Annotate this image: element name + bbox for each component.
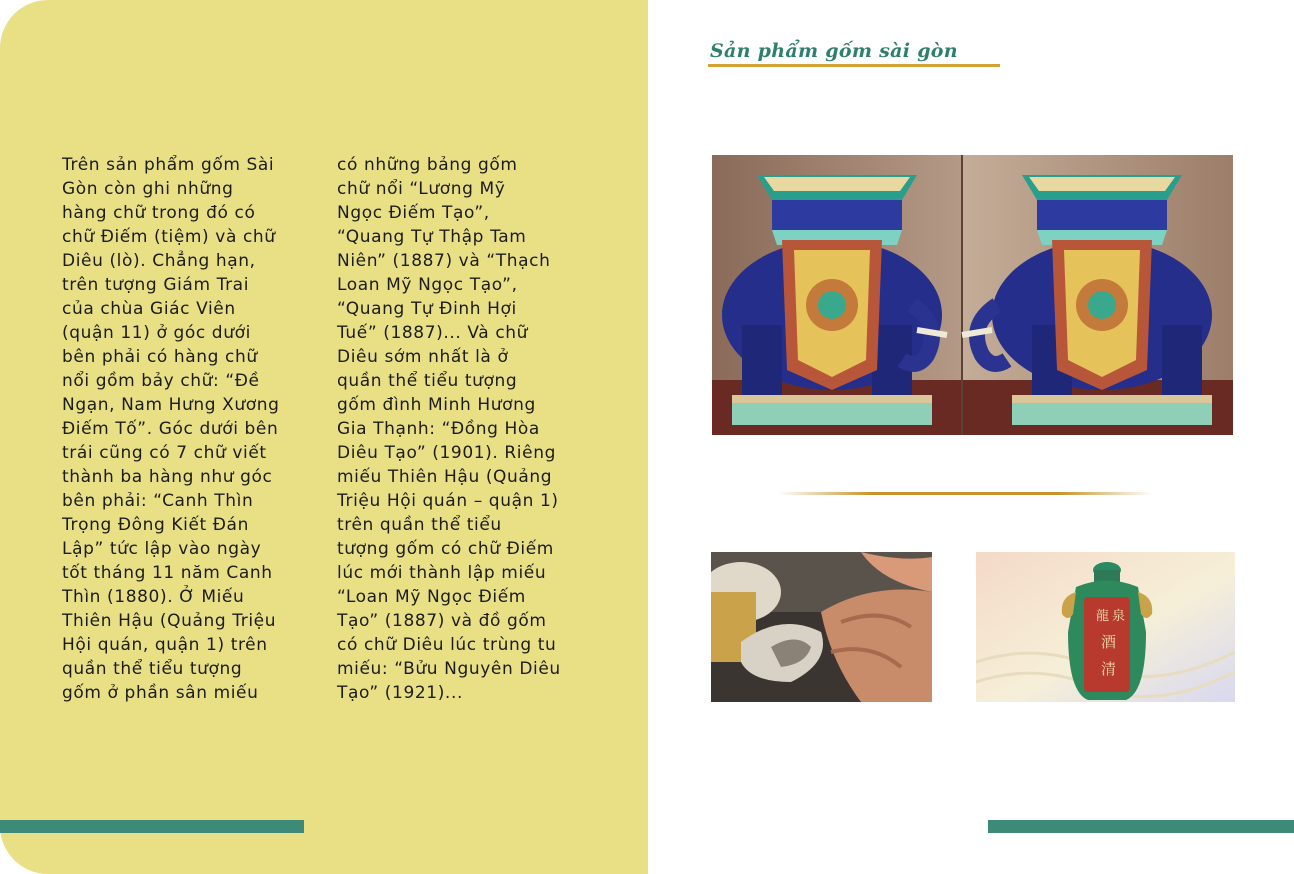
svg-text:酒: 酒 (1101, 633, 1117, 651)
elephant-stools-photo (712, 155, 1233, 435)
article-column-2: có những bảng gốm chữ nổi “Lương Mỹ Ngọc Điếm Tạo”, “Quang Tự Thập Tam Niên” (1887) và “Thạch Loan Mỹ Ngọc Tạo”, “Quang Tự Đinh Hợi Tuế” (1887)... Và chữ Diêu sớm nhất là ở quần thể tiểu tượng gốm đình Minh Hương Gia Thạnh: “Đồng Hòa Diêu Tạo” (1901). Riêng miếu Thiên Hậu (Quảng Triệu Hội quán – quận 1) trên quần thể tiểu tượng gốm có chữ Điếm lúc mới thành lập miếu “Loan Mỹ Ngọc Điếm Tạo” (1887) và đồ gốm có chữ Diêu lúc trùng tu miếu: “Bửu Nguyên Diêu Tạo” (1921)... (337, 155, 561, 703)
section-title: Sản phẩm gốm sài gòn (710, 40, 958, 62)
right-footer-bar (988, 820, 1294, 833)
svg-text:泉: 泉 (1112, 609, 1126, 624)
gold-divider (778, 492, 1152, 495)
wine-jar-photo (976, 552, 1235, 702)
left-footer-bar (0, 820, 304, 833)
svg-text:清: 清 (1101, 660, 1117, 678)
article-column-1: Trên sản phẩm gốm Sài Gòn còn ghi những hàng chữ trong đó có chữ Điếm (tiệm) và chữ Diêu (lò). Chẳng hạn, trên tượng Giám Trai của chùa Giác Viên (quận 11) ở góc dưới bên phải có hàng chữ nổi gồm bảy chữ: “Đề Ngạn, Nam Hưng Xương Điếm Tố”. Góc dưới bên trái cũng có 7 chữ viết thành ba hàng như góc bên phải: “Canh Thìn Trọng Đông Kiết Đán Lập” tức lập vào ngày tốt tháng 11 năm Canh Thìn (1880). Ở Miếu Thiên Hậu (Quảng Triệu Hội quán, quận 1) trên quần thể tiểu tượng gốm ở phần sân miếu (62, 155, 280, 703)
svg-text:龍: 龍 (1096, 609, 1110, 624)
potter-hands-photo (711, 552, 932, 702)
title-underline (708, 64, 1000, 67)
